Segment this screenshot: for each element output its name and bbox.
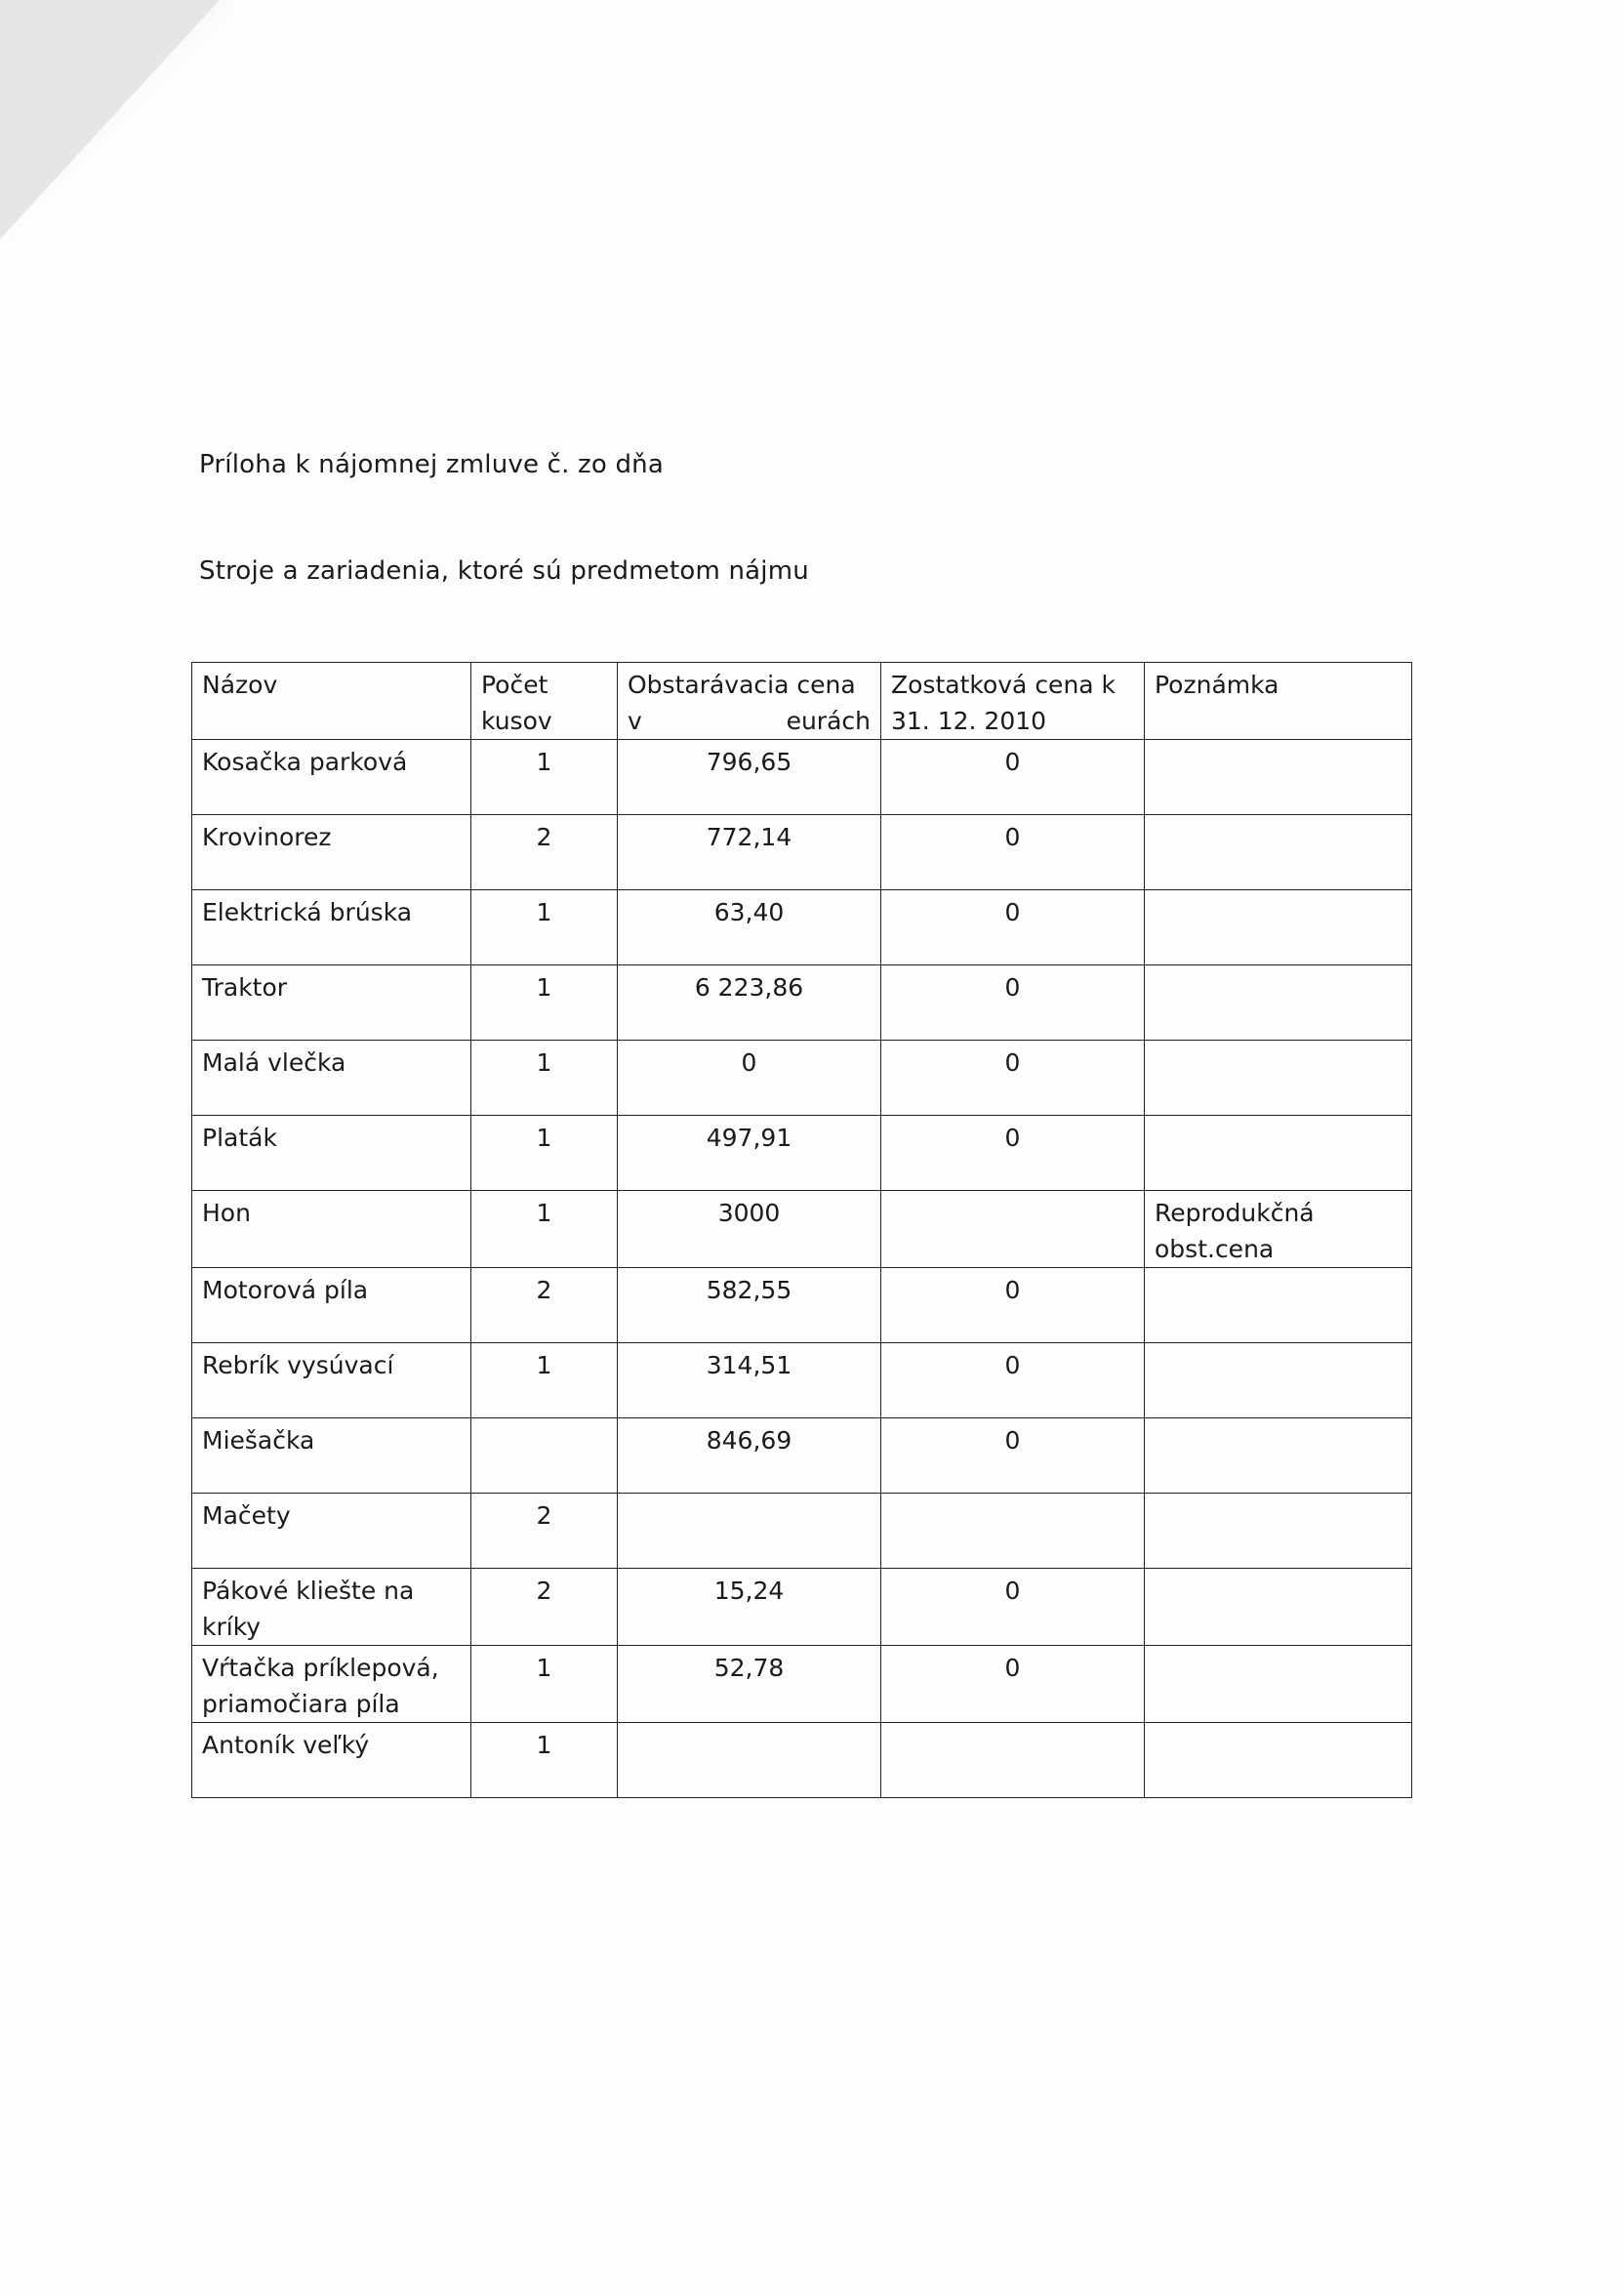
- cell-residual: 0: [881, 740, 1145, 815]
- table-row: [192, 1041, 1412, 1116]
- cell-name: Rebrík vysúvací: [192, 1343, 471, 1418]
- cell-price: 6 223,86: [618, 965, 881, 1041]
- cell-name: Antoník veľký: [192, 1723, 471, 1798]
- cell-count: 1: [471, 1343, 618, 1418]
- cell-residual: 0: [881, 965, 1145, 1041]
- folded-corner: [0, 0, 220, 239]
- cell-name: Platák: [192, 1116, 471, 1191]
- table-row: [192, 965, 1412, 1041]
- cell-note: [1145, 1418, 1412, 1494]
- cell-residual: [881, 1191, 1145, 1268]
- cell-note: [1145, 1723, 1412, 1798]
- cell-price: 15,24: [618, 1569, 881, 1646]
- cell-name: Miešačka: [192, 1418, 471, 1494]
- cell-count: 1: [471, 1041, 618, 1116]
- equipment-table: [191, 662, 1412, 1798]
- cell-name: Kosačka parková: [192, 740, 471, 815]
- cell-residual: 0: [881, 1268, 1145, 1343]
- cell-residual: 0: [881, 1116, 1145, 1191]
- cell-count: 2: [471, 815, 618, 890]
- subject-line: Stroje a zariadenia, ktoré sú predmetom nájmu: [199, 556, 809, 586]
- cell-price: 582,55: [618, 1268, 881, 1343]
- cell-name: Vŕtačka príklepová, priamočiara píla: [192, 1646, 471, 1723]
- column-header-price: Obstarávacia cena v eurách: [618, 663, 881, 740]
- table-row: [192, 815, 1412, 890]
- cell-note: [1145, 1569, 1412, 1646]
- cell-name: Malá vlečka: [192, 1041, 471, 1116]
- cell-note: [1145, 1343, 1412, 1418]
- column-header-note: Poznámka: [1145, 663, 1412, 740]
- cell-residual: 0: [881, 1418, 1145, 1494]
- cell-price: 846,69: [618, 1418, 881, 1494]
- attachment-title: Príloha k nájomnej zmluve č. zo dňa: [199, 450, 664, 479]
- cell-count: 1: [471, 965, 618, 1041]
- cell-price: 0: [618, 1041, 881, 1116]
- cell-count: 2: [471, 1494, 618, 1569]
- cell-price: 63,40: [618, 890, 881, 965]
- table-row: [192, 1646, 1412, 1723]
- cell-note: Reprodukčná obst.cena: [1145, 1191, 1412, 1268]
- table-row: [192, 890, 1412, 965]
- table-row: [192, 1343, 1412, 1418]
- cell-price: 796,65: [618, 740, 881, 815]
- cell-price: 772,14: [618, 815, 881, 890]
- cell-note: [1145, 1116, 1412, 1191]
- cell-count: 1: [471, 1116, 618, 1191]
- cell-residual: 0: [881, 1343, 1145, 1418]
- cell-price: 497,91: [618, 1116, 881, 1191]
- cell-price: [618, 1494, 881, 1569]
- column-header-count: Počet kusov: [471, 663, 618, 740]
- cell-note: [1145, 1041, 1412, 1116]
- cell-name: Hon: [192, 1191, 471, 1268]
- cell-note: [1145, 890, 1412, 965]
- cell-count: 1: [471, 1646, 618, 1723]
- table-row: [192, 1191, 1412, 1268]
- table-row: [192, 1569, 1412, 1646]
- cell-name: Krovinorez: [192, 815, 471, 890]
- cell-count: 1: [471, 1191, 618, 1268]
- cell-name: Mačety: [192, 1494, 471, 1569]
- table-row: [192, 1723, 1412, 1798]
- cell-name: Elektrická brúska: [192, 890, 471, 965]
- table-header-row: [192, 663, 1412, 740]
- cell-note: [1145, 815, 1412, 890]
- cell-residual: [881, 1494, 1145, 1569]
- cell-price: 314,51: [618, 1343, 881, 1418]
- cell-residual: 0: [881, 1041, 1145, 1116]
- table-row: [192, 1268, 1412, 1343]
- table-row: [192, 1494, 1412, 1569]
- cell-count: 2: [471, 1268, 618, 1343]
- table-row: [192, 740, 1412, 815]
- cell-note: [1145, 1646, 1412, 1723]
- cell-price: [618, 1723, 881, 1798]
- cell-note: [1145, 740, 1412, 815]
- cell-count: 1: [471, 1723, 618, 1798]
- cell-note: [1145, 1494, 1412, 1569]
- cell-note: [1145, 965, 1412, 1041]
- column-header-residual: Zostatková cena k 31. 12. 2010: [881, 663, 1145, 740]
- cell-residual: [881, 1723, 1145, 1798]
- cell-residual: 0: [881, 1646, 1145, 1723]
- table-row: [192, 1418, 1412, 1494]
- cell-note: [1145, 1268, 1412, 1343]
- cell-name: Motorová píla: [192, 1268, 471, 1343]
- cell-residual: 0: [881, 1569, 1145, 1646]
- cell-name: Traktor: [192, 965, 471, 1041]
- table-row: [192, 1116, 1412, 1191]
- cell-price: 3000: [618, 1191, 881, 1268]
- cell-count: 1: [471, 740, 618, 815]
- cell-name: Pákové kliešte na kríky: [192, 1569, 471, 1646]
- cell-count: 1: [471, 890, 618, 965]
- cell-count: 2: [471, 1569, 618, 1646]
- cell-price: 52,78: [618, 1646, 881, 1723]
- cell-residual: 0: [881, 890, 1145, 965]
- cell-residual: 0: [881, 815, 1145, 890]
- cell-count: [471, 1418, 618, 1494]
- column-header-name: Názov: [192, 663, 471, 740]
